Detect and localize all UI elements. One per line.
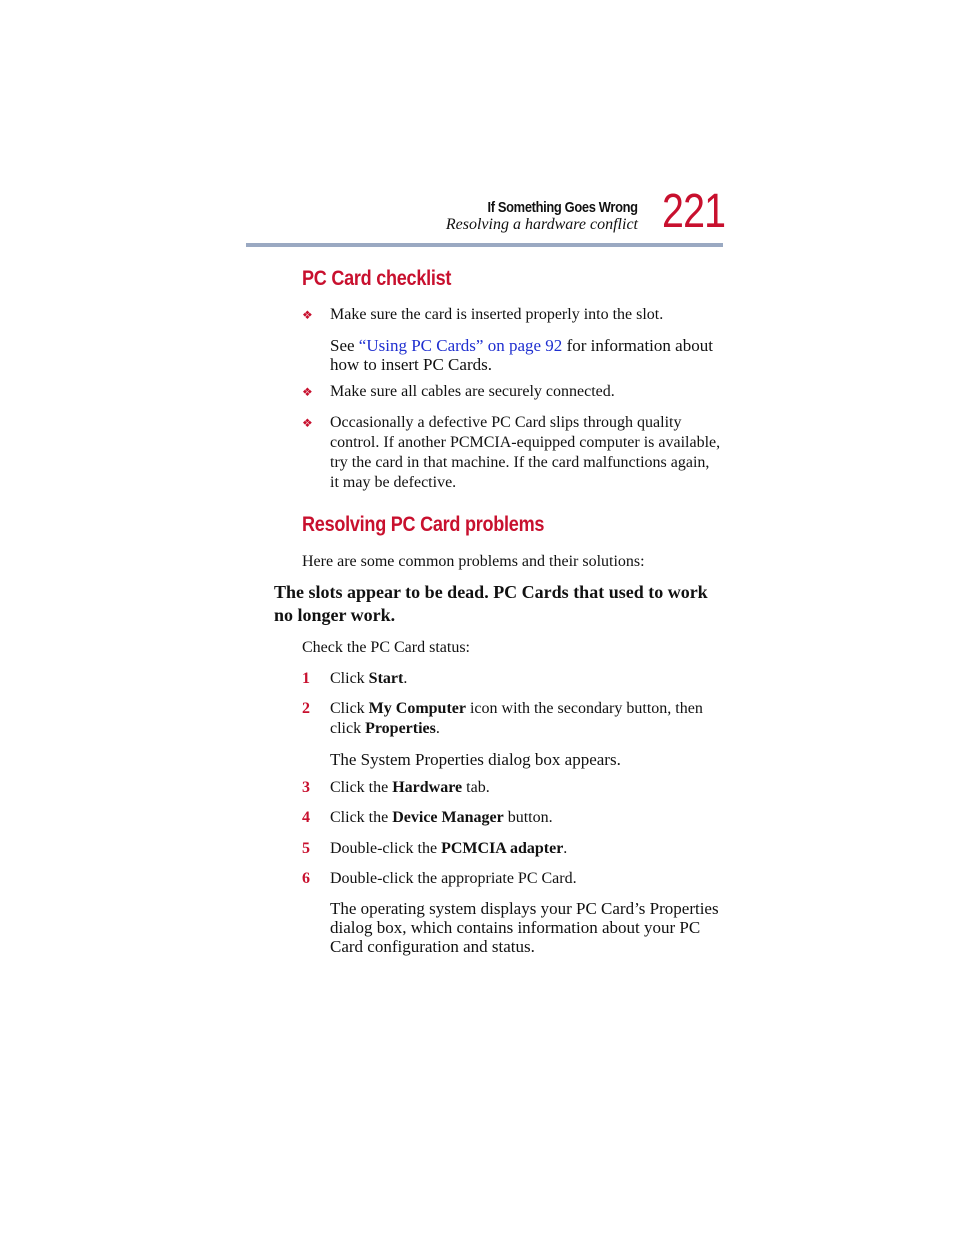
step-number: 6 xyxy=(302,870,310,887)
step-text-part: tab. xyxy=(462,779,490,796)
step-text-part: . xyxy=(435,720,440,737)
using-pc-cards-link[interactable]: “Using PC Cards” on page 92 xyxy=(358,336,563,355)
checklist-item: Make sure all cables are securely connected. xyxy=(330,383,615,400)
step-text-part: Click the xyxy=(330,779,393,796)
device-manager-label: Device Manager xyxy=(392,809,504,826)
properties-label: Properties xyxy=(365,720,436,737)
step-number: 1 xyxy=(302,670,310,687)
step-text-part: button. xyxy=(503,809,553,826)
step-text xyxy=(330,808,722,828)
problems-intro: Here are some common problems and their solutions: xyxy=(302,553,645,570)
see-reference xyxy=(330,336,725,374)
bullet-icon: ❖ xyxy=(302,416,313,430)
bullet-icon: ❖ xyxy=(302,385,313,399)
step-text xyxy=(330,669,722,689)
step-result: The System Properties dialog box appears. xyxy=(330,750,621,769)
step-text xyxy=(330,778,722,798)
step-text-part: Double-click the xyxy=(330,840,442,857)
step-result: The operating system displays your PC Card’s Properties dialog box, which contains information about your PC Card configuration and status. xyxy=(330,899,719,956)
step-text xyxy=(330,699,722,739)
step-text-part: . xyxy=(563,840,568,857)
step-text-part: . xyxy=(403,670,408,687)
step-text-part: icon with the secondary button, then click xyxy=(330,700,703,737)
step-text-part: Click xyxy=(330,700,369,717)
step-number: 2 xyxy=(302,700,310,717)
my-computer-label: My Computer xyxy=(368,700,466,717)
problems-heading: Resolving PC Card problems xyxy=(302,513,545,536)
problem-heading: The slots appear to be dead. PC Cards that used to work no longer work. xyxy=(274,582,708,625)
checklist-heading: PC Card checklist xyxy=(302,267,452,290)
running-header-section: Resolving a hardware conflict xyxy=(445,216,638,233)
see-suffix: for information about how to insert PC Cards. xyxy=(330,336,713,374)
step-text xyxy=(330,839,722,859)
start-label: Start xyxy=(368,670,404,687)
running-header-chapter: If Something Goes Wrong xyxy=(487,199,638,216)
check-status-text: Check the PC Card status: xyxy=(302,639,470,656)
hardware-label: Hardware xyxy=(392,779,463,796)
header-rule xyxy=(246,243,723,247)
step-number: 4 xyxy=(302,809,310,826)
step-text-part: Click xyxy=(330,670,369,687)
step-text-part: Click the xyxy=(330,809,393,826)
step-text: Double-click the appropriate PC Card. xyxy=(330,870,577,887)
page-number: 221 xyxy=(662,185,726,238)
pcmcia-adapter-label: PCMCIA adapter xyxy=(441,840,564,857)
bullet-icon: ❖ xyxy=(302,308,313,322)
checklist-item: Occasionally a defective PC Card slips through quality control. If another PCMCIA-equipped computer is available, try the card in that machine. If the card malfunctions again, it may be defective. xyxy=(330,414,721,491)
step-number: 5 xyxy=(302,840,310,857)
step-number: 3 xyxy=(302,779,310,796)
checklist-item: Make sure the card is inserted properly into the slot. xyxy=(330,306,664,323)
see-prefix: See xyxy=(330,336,359,355)
